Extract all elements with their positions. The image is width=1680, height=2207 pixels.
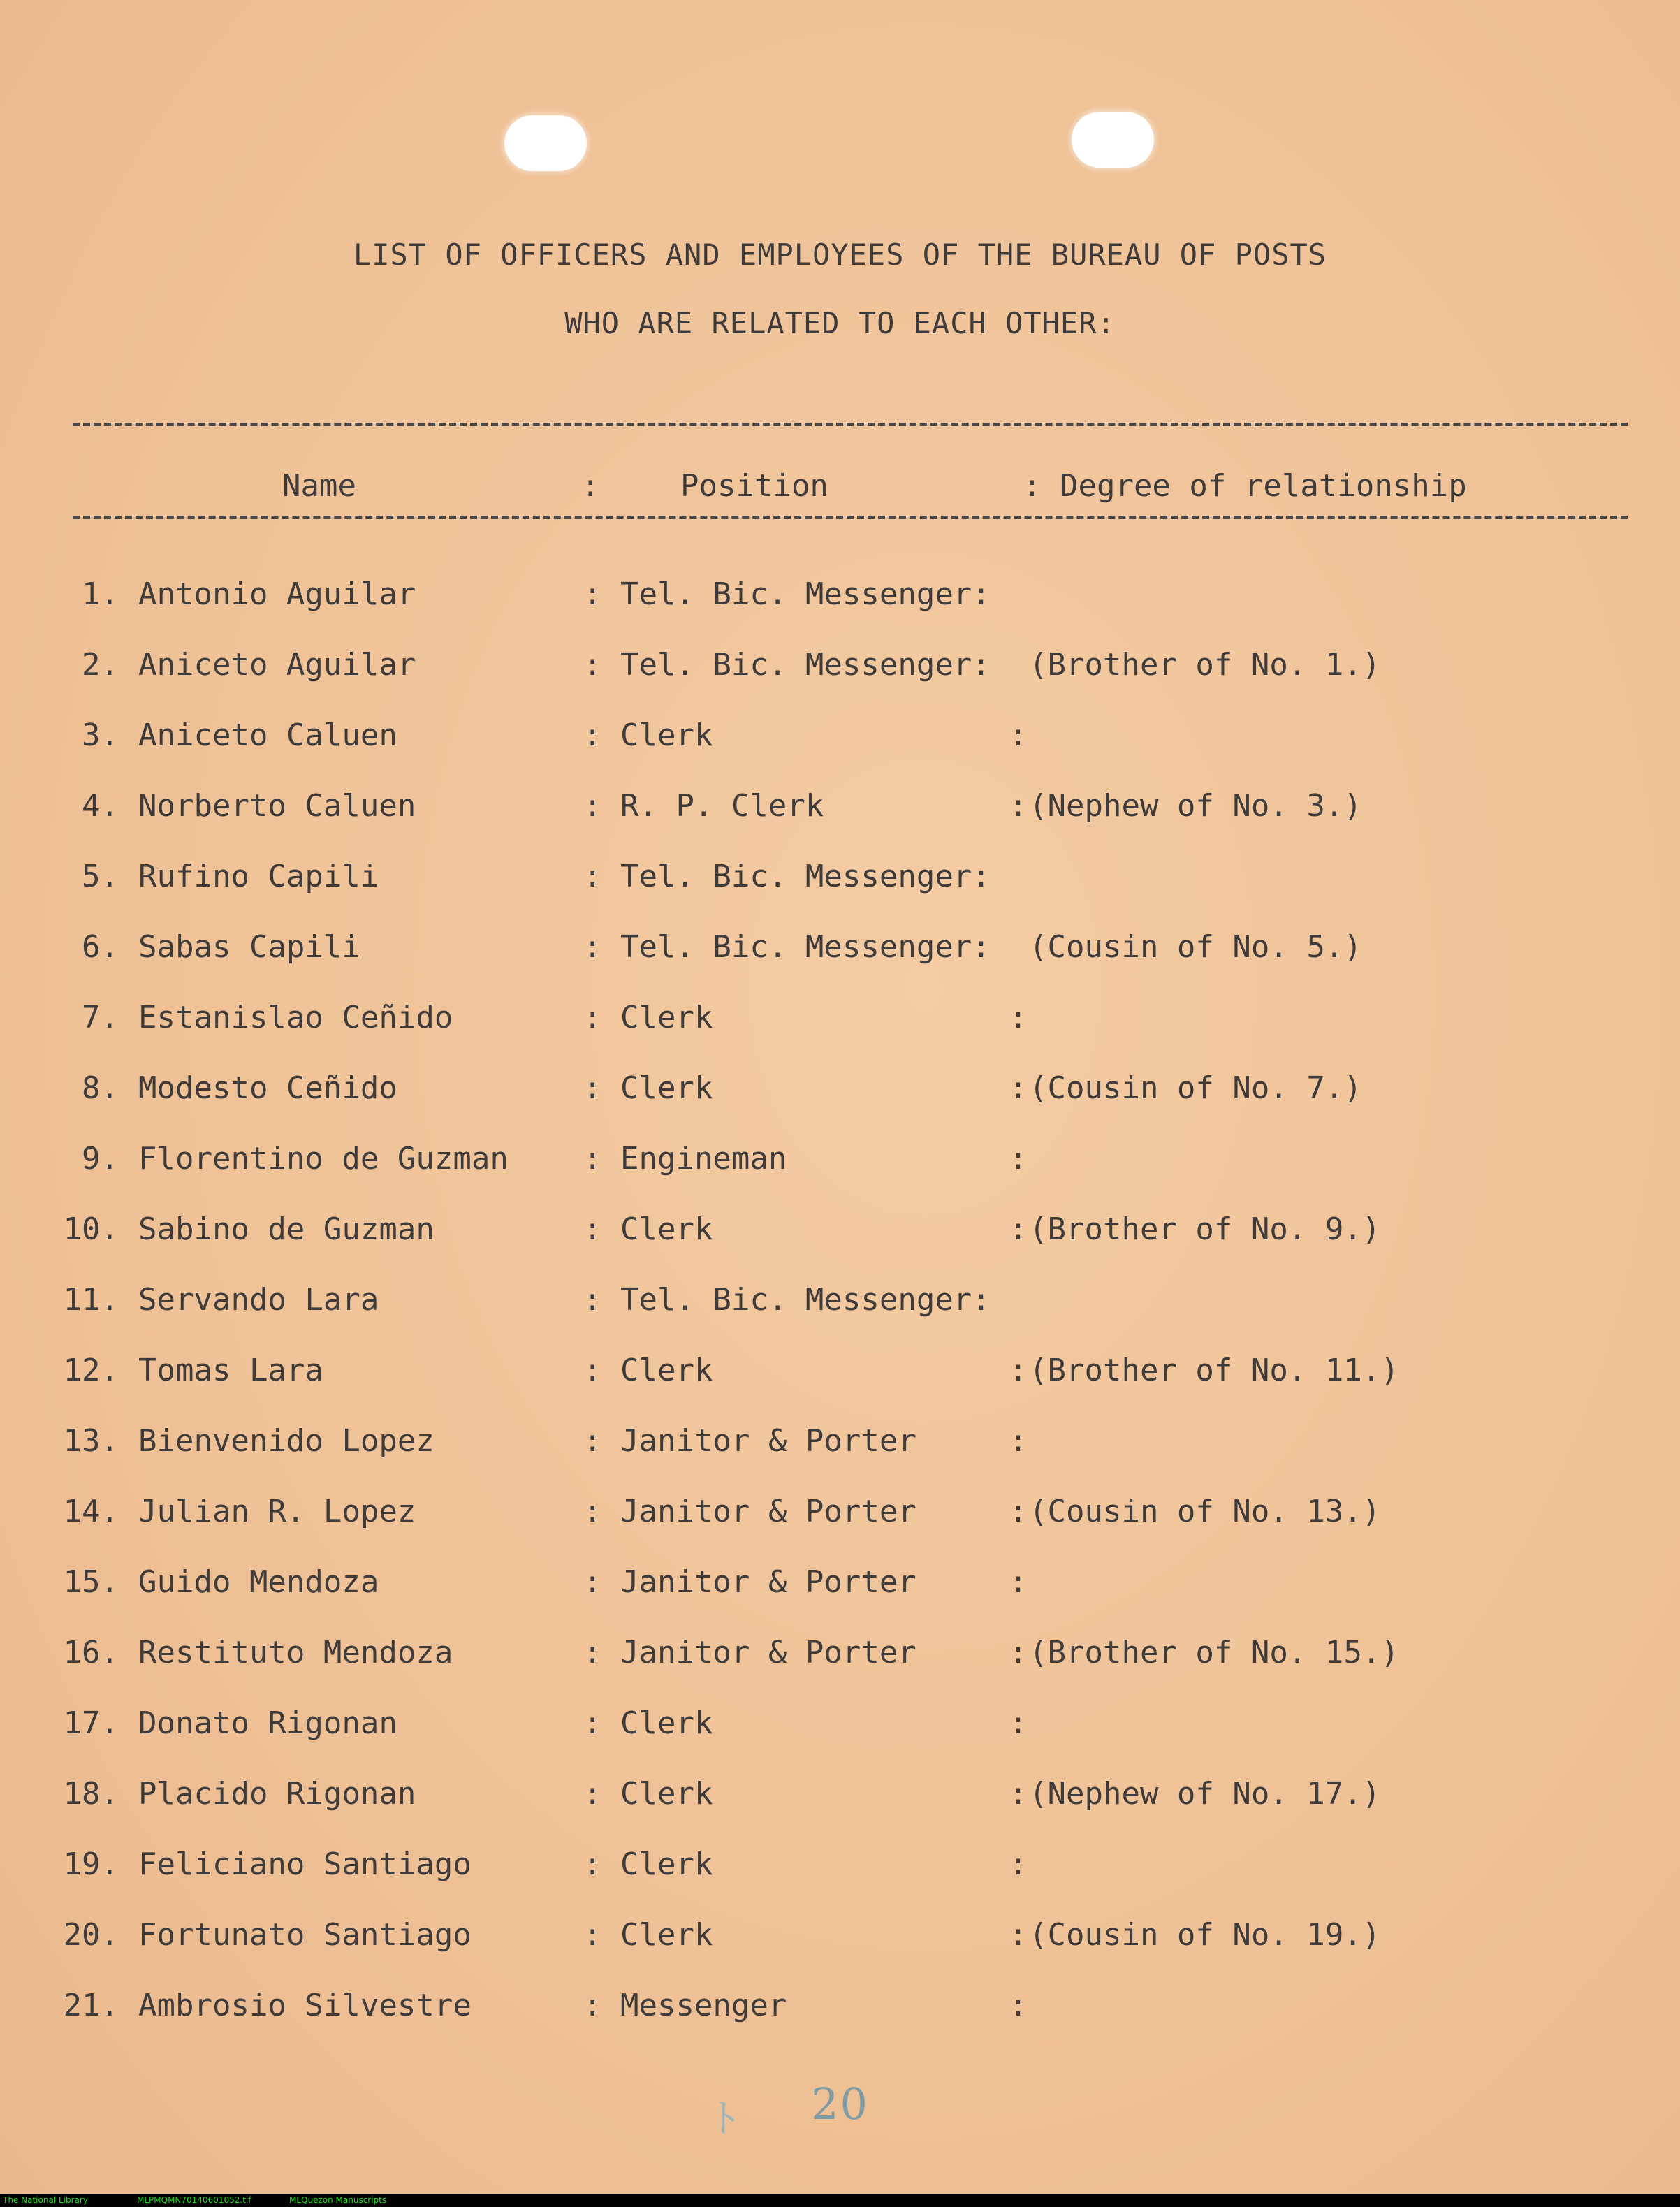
row-number: 10. (63, 1211, 119, 1247)
row-number: 13. (63, 1423, 119, 1459)
table-row (0, 1353, 1680, 1401)
row-number: 12. (63, 1353, 119, 1388)
employee-position: : Clerk : (583, 1776, 1028, 1812)
employee-position: : Tel. Bic. Messenger: (583, 576, 991, 612)
employee-relationship: (Brother of No. 11.) (1029, 1353, 1399, 1388)
employee-name: Feliciano Santiago (138, 1847, 472, 1882)
employee-name: Florentino de Guzman (138, 1141, 509, 1177)
employee-position: : Clerk : (583, 1000, 1028, 1035)
employee-name: Servando Lara (138, 1282, 379, 1318)
table-row (0, 1705, 1680, 1754)
column-header-name: Name (282, 468, 356, 504)
document-title-line2: WHO ARE RELATED TO EACH OTHER: (564, 306, 1116, 340)
row-number: 3. (82, 718, 119, 753)
table-row (0, 1282, 1680, 1331)
archive-collection: MLQuezon Manuscripts (289, 2195, 387, 2205)
employee-relationship: (Nephew of No. 3.) (1029, 788, 1362, 824)
column-header-relationship: : Degree of relationship (1023, 468, 1467, 504)
row-number: 16. (63, 1635, 119, 1670)
employee-relationship: (Cousin of No. 19.) (1029, 1917, 1381, 1953)
row-number: 2. (82, 647, 119, 683)
table-row (0, 788, 1680, 837)
table-row (0, 718, 1680, 766)
employee-position: : Janitor & Porter : (583, 1635, 1028, 1670)
row-number: 19. (63, 1847, 119, 1882)
employee-name: Ambrosio Silvestre (138, 1988, 472, 2023)
row-number: 4. (82, 788, 119, 824)
row-number: 15. (63, 1564, 119, 1600)
row-number: 1. (82, 576, 119, 612)
archive-info-bar (0, 2194, 1680, 2207)
employee-position: : Clerk : (583, 1705, 1028, 1741)
employee-relationship: (Cousin of No. 5.) (1029, 929, 1362, 965)
employee-name: Restituto Mendoza (138, 1635, 453, 1670)
column-header-position: Position (680, 468, 828, 504)
table-row (0, 1917, 1680, 1966)
employee-name: Tomas Lara (138, 1353, 323, 1388)
employee-position: : Tel. Bic. Messenger: (583, 929, 991, 965)
row-number: 9. (82, 1141, 119, 1177)
employee-relationship: (Nephew of No. 17.) (1029, 1776, 1381, 1812)
header-top-rule (73, 423, 1628, 426)
employee-name: Sabas Capili (138, 929, 360, 965)
employee-name: Rufino Capili (138, 859, 379, 894)
page-number: 20 (811, 2078, 869, 2129)
row-number: 11. (63, 1282, 119, 1318)
employee-name: Norberto Caluen (138, 788, 416, 824)
table-row (0, 1988, 1680, 2037)
archive-library-label: The National Library (3, 2195, 88, 2205)
employee-relationship: (Cousin of No. 13.) (1029, 1494, 1381, 1529)
row-number: 6. (82, 929, 119, 965)
employee-relationship: (Cousin of No. 7.) (1029, 1070, 1362, 1106)
employee-position: : Janitor & Porter : (583, 1494, 1028, 1529)
table-row (0, 929, 1680, 978)
table-row (0, 1564, 1680, 1613)
column-header-separator: : (581, 468, 600, 504)
employee-position: : R. P. Clerk : (583, 788, 1028, 824)
row-number: 21. (63, 1988, 119, 2023)
row-number: 18. (63, 1776, 119, 1812)
table-row (0, 1070, 1680, 1119)
punch-hole-right (1072, 112, 1154, 168)
employee-position: : Clerk : (583, 1211, 1028, 1247)
row-number: 8. (82, 1070, 119, 1106)
row-number: 17. (63, 1705, 119, 1741)
employee-position: : Janitor & Porter : (583, 1564, 1028, 1600)
employee-position: : Tel. Bic. Messenger: (583, 647, 991, 683)
table-row (0, 1847, 1680, 1895)
row-number: 20. (63, 1917, 119, 1953)
employee-name: Antonio Aguilar (138, 576, 416, 612)
archive-file-id: MLPMQMN70140601052.tif (137, 2195, 251, 2205)
employee-position: : Clerk : (583, 1847, 1028, 1882)
employee-relationship: (Brother of No. 1.) (1029, 647, 1381, 683)
employee-position: : Messenger : (583, 1988, 1028, 2023)
employee-position: : Clerk : (583, 1917, 1028, 1953)
table-row (0, 647, 1680, 696)
table-row (0, 576, 1680, 625)
table-row (0, 1494, 1680, 1543)
table-row (0, 1635, 1680, 1684)
employee-position: : Clerk : (583, 1070, 1028, 1106)
employee-position: : Clerk : (583, 1353, 1028, 1388)
employee-name: Aniceto Aguilar (138, 647, 416, 683)
employee-name: Placido Rigonan (138, 1776, 416, 1812)
table-row (0, 1000, 1680, 1049)
row-number: 14. (63, 1494, 119, 1529)
employee-name: Aniceto Caluen (138, 718, 397, 753)
employee-name: Modesto Ceñido (138, 1070, 397, 1106)
table-row (0, 1423, 1680, 1472)
employee-position: : Tel. Bic. Messenger: (583, 859, 991, 894)
employee-name: Bienvenido Lopez (138, 1423, 434, 1459)
employee-position: : Clerk : (583, 718, 1028, 753)
employee-name: Fortunato Santiago (138, 1917, 472, 1953)
stamp-mark: ﾄ (715, 2095, 736, 2142)
table-row (0, 1141, 1680, 1190)
header-bottom-rule (73, 516, 1628, 519)
table-row (0, 1776, 1680, 1825)
employee-name: Estanislao Ceñido (138, 1000, 453, 1035)
employee-name: Guido Mendoza (138, 1564, 379, 1600)
employee-name: Sabino de Guzman (138, 1211, 434, 1247)
row-number: 7. (82, 1000, 119, 1035)
employee-position: : Engineman : (583, 1141, 1028, 1177)
employee-position: : Tel. Bic. Messenger: (583, 1282, 991, 1318)
row-number: 5. (82, 859, 119, 894)
employee-relationship: (Brother of No. 9.) (1029, 1211, 1381, 1247)
employee-name: Donato Rigonan (138, 1705, 397, 1741)
punch-hole-left (504, 115, 587, 171)
document-title-line1: LIST OF OFFICERS AND EMPLOYEES OF THE BUREAU OF POSTS (353, 238, 1327, 272)
table-row (0, 1211, 1680, 1260)
employee-position: : Janitor & Porter : (583, 1423, 1028, 1459)
table-row (0, 859, 1680, 908)
employee-relationship: (Brother of No. 15.) (1029, 1635, 1399, 1670)
employee-name: Julian R. Lopez (138, 1494, 416, 1529)
